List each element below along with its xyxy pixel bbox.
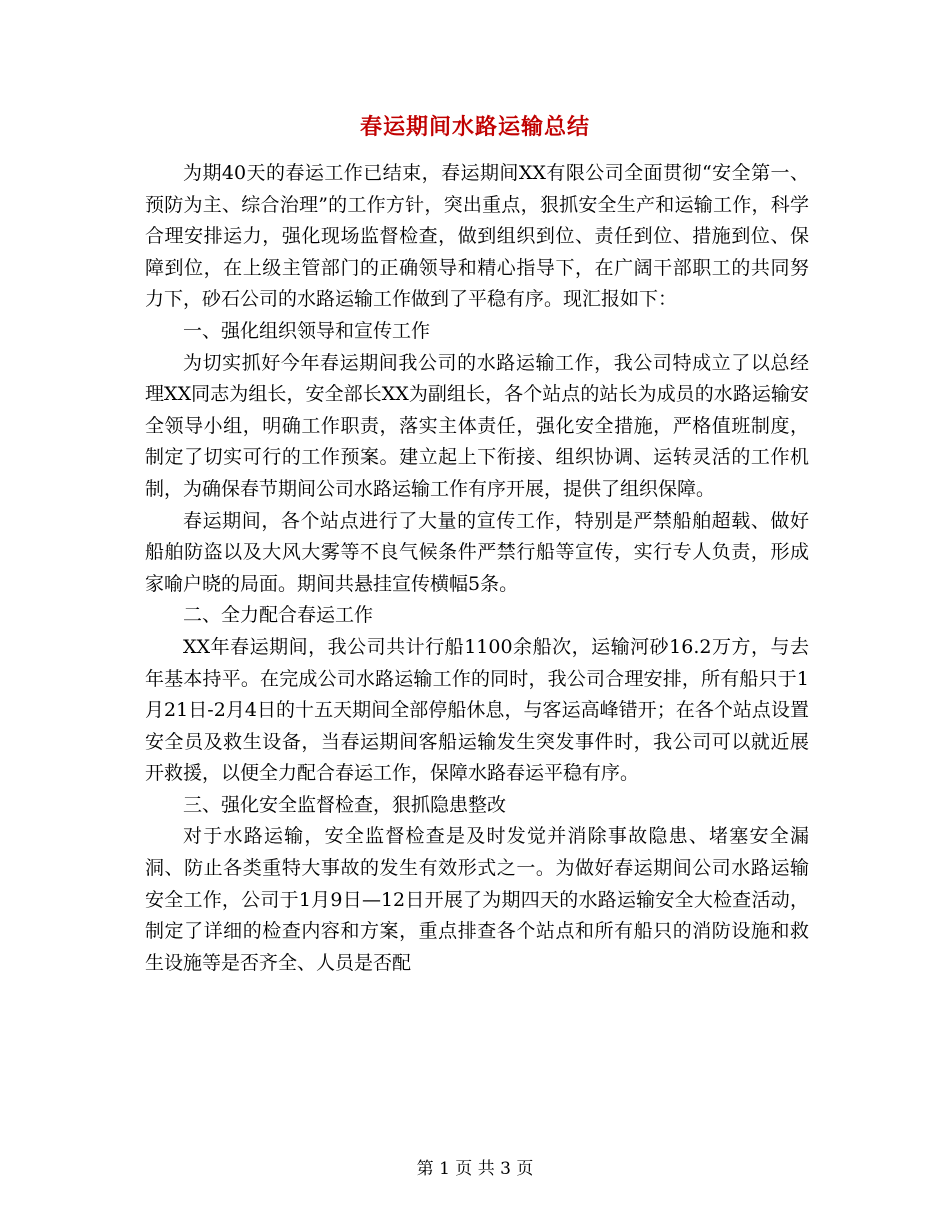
document-body bbox=[145, 158, 809, 979]
body-paragraph: 对于水路运输，安全监督检查是及时发觉并消除事故隐患、堵塞安全漏洞、防止各类重特大事故的发生有效形式之一。为做好春运期间公司水路运输安全工作，公司于1月9日—12日开展了为期四天的水路运输安全大检查活动，制定了详细的检查内容和方案，重点排查各个站点和所有船只的消防设施和救生设施等是否齐全、人员是否配 bbox=[145, 825, 809, 974]
body-paragraph: 为切实抓好今年春运期间我公司的水路运输工作，我公司特成立了以总经理XX同志为组长，安全部长XX为副组长，各个站点的站长为成员的水路运输安全领导小组，明确工作职责，落实主体责任，强化安全措施，严格值班制度，制定了切实可行的工作预案。建立起上下衔接、组织协调、运转灵活的工作机制，为确保春节期间公司水路运输工作有序开展，提供了组织保障。 bbox=[145, 351, 809, 500]
section-heading-2: 二、全力配合春运工作 bbox=[183, 604, 374, 627]
section-heading-1: 一、强化组织领导和宣传工作 bbox=[183, 319, 431, 342]
body-paragraph: XX年春运期间，我公司共计行船1100余船次，运输河砂16.2万方，与去年基本持平。在完成公司水路运输工作的同时，我公司合理安排，所有船只于1月21日-2月4日的十五天期间全部停船休息，与客运高峰错开；在各个站点设置安全员及救生设备，当春运期间客船运输发生突发事件时，我公司可以就近展开救援，以便全力配合春运工作，保障水路春运平稳有序。 bbox=[145, 635, 809, 785]
section-heading-3: 三、强化安全监督检查，狠抓隐患整改 bbox=[183, 793, 507, 816]
document-title: 春运期间水路运输总结 bbox=[359, 114, 590, 140]
intro-paragraph: 为期40天的春运工作已结束，春运期间XX有限公司全面贯彻“安全第一、预防为主、综合治理”的工作方针，突出重点，狠抓安全生产和运输工作，科学合理安排运力，强化现场监督检查，做到组织到位、责任到位、措施到位、保障到位，在上级主管部门的正确领导和精心指导下，在广阔干部职工的共同努力下，砂石公司的水路运输工作做到了平稳有序。现汇报如下： bbox=[145, 162, 809, 311]
page-footer: 第 1 页 共 3 页 bbox=[416, 1159, 534, 1179]
body-paragraph: 春运期间，各个站点进行了大量的宣传工作，特别是严禁船舶超载、做好船舶防盗以及大风大雾等不良气候条件严禁行船等宣传，实行专人负责，形成家喻户晓的局面。期间共悬挂宣传横幅5条。 bbox=[145, 509, 809, 595]
